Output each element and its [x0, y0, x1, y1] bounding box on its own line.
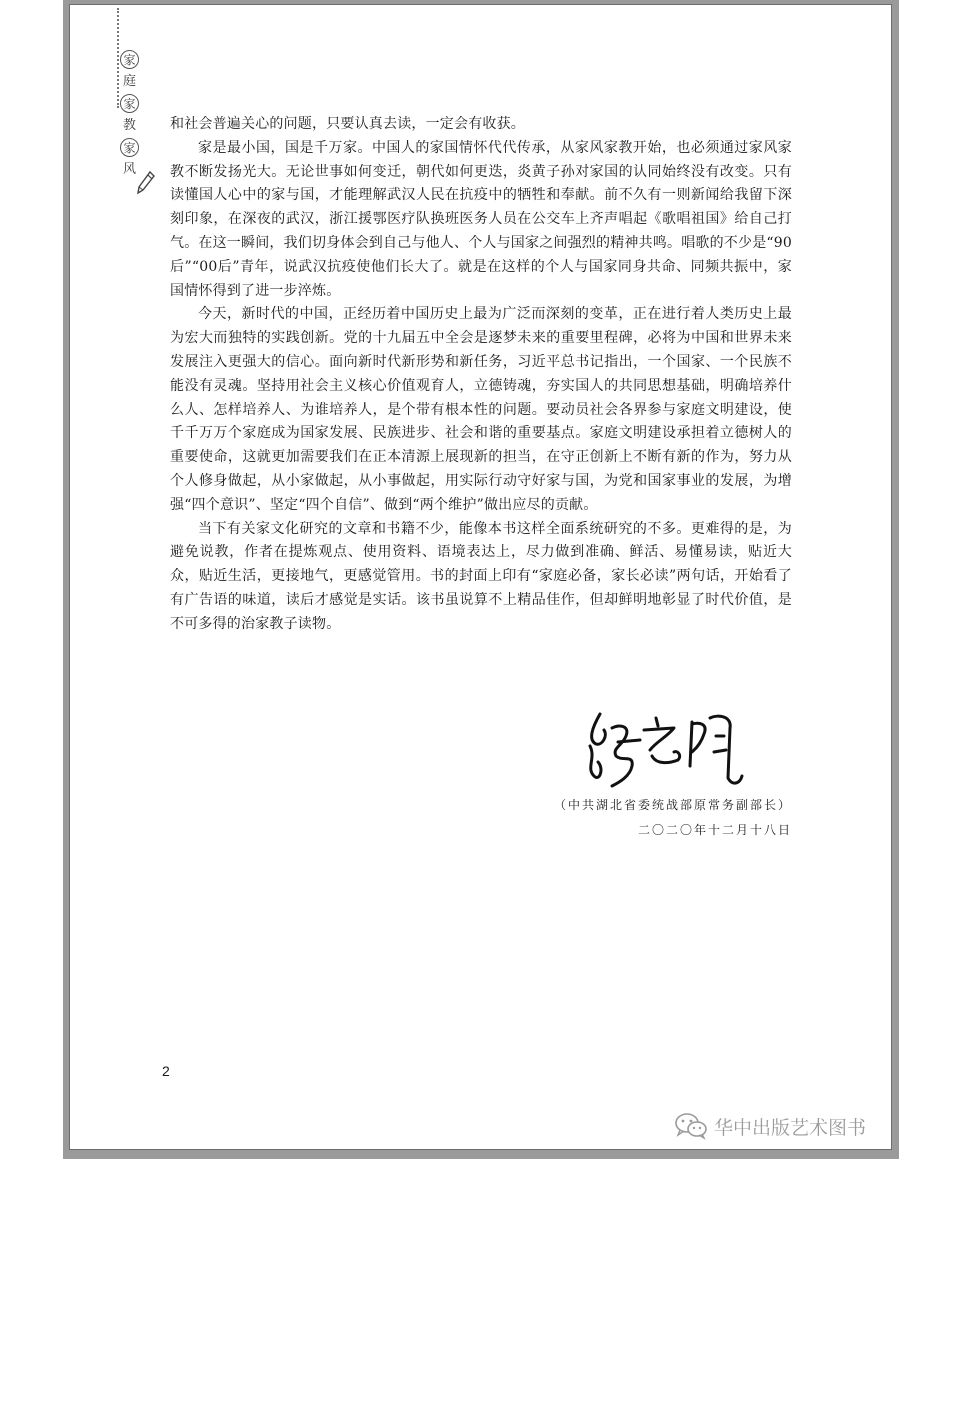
running-head-char: 家 [120, 50, 139, 69]
running-head-char: 家 [120, 94, 139, 113]
paragraph: 今天，新时代的中国，正经历着中国历史上最为广泛而深刻的变革，正在进行着人类历史上最为宏大而独特的实践创新。党的十九届五中全会是逐梦未来的重要里程碑，必将为中国和世界未来发展注入更强大的信心。面向新时代新形势和新任务，习近平总书记指出，一个国家、一个民族不能没有灵魂。坚持用社会主义核心价值观育人，立德铸魂，夯实国人的共同思想基础，明确培养什么人、怎样培养人、为谁培养人，是个带有根本性的问题。要动员社会各界参与家庭文明建设，使千千万万个家庭成为国家发展、民族进步、社会和谐的重要基点。家庭文明建设承担着立德树人的重要使命，这就更加需要我们在正本清源上展现新的担当，在守正创新上不断有新的作为，努力从个人修身做起，从小家做起，从小事做起，用实际行动守好家与国，为党和国家事业的发展，为增强“四个意识”、坚定“四个自信”、做到“两个维护”做出应尽的贡献。 [170, 306, 792, 513]
body-text [170, 113, 792, 637]
handwritten-signature [582, 706, 752, 792]
paragraph: 当下有关家文化研究的文章和书籍不少，能像本书这样全面系统研究的不多。更难得的是，为避免说教，作者在提炼观点、使用资料、语境表达上，尽力做到准确、鲜活、易懂易读，贴近大众，贴近生活，更接地气，更感觉管用。书的封面上印有“家庭必备，家长必读”两句话，开始看了有广告语的味道，读后才感觉是实话。该书虽说算不上精品佳作，但却鲜明地彰显了时代价值，是不可多得的治家教子读物。 [170, 520, 792, 632]
paragraph: 家是最小国，国是千万家。中国人的家国情怀代代传承，从家风家教开始，也必须通过家风家教不断发扬光大。无论世事如何变迁，朝代如何更迭，炎黄子孙对家国的认同始终没有改变。只有读懂国人心中的家与国，才能理解武汉人民在抗疫中的牺牲和奉献。前不久有一则新闻给我留下深刻印象，在深夜的武汉，浙江援鄂医疗队换班医务人员在公交车上齐声唱起《歌唱祖国》给自己打气。在这一瞬间，我们切身体会到自己与他人、个人与国家之间强烈的精神共鸣。唱歌的不少是“90后”“00后”青年，说武汉抗疫使他们长大了。就是在这样的个人与国家同身共命、同频共振中，家国情怀得到了进一步淬炼。 [170, 139, 792, 299]
watermark-text: 华中出版艺术图书 [714, 1116, 867, 1139]
running-head-char: 家 [120, 138, 139, 157]
dotted-margin-line [117, 8, 119, 108]
running-head-char: 教 [122, 118, 136, 133]
running-head [120, 50, 142, 182]
running-head-char: 庭 [122, 74, 136, 89]
page-number: 2 [162, 1063, 170, 1079]
running-head-char: 风 [122, 162, 136, 177]
pencil-icon [136, 170, 156, 196]
watermark [674, 1111, 866, 1141]
signer-title: （中共湖北省委统战部原常务副部长） [553, 798, 792, 812]
sign-date: 二〇二〇年十二月十八日 [637, 823, 792, 837]
wechat-icon [674, 1112, 708, 1140]
paragraph: 和社会普遍关心的问题，只要认真去读，一定会有收获。 [170, 116, 525, 132]
